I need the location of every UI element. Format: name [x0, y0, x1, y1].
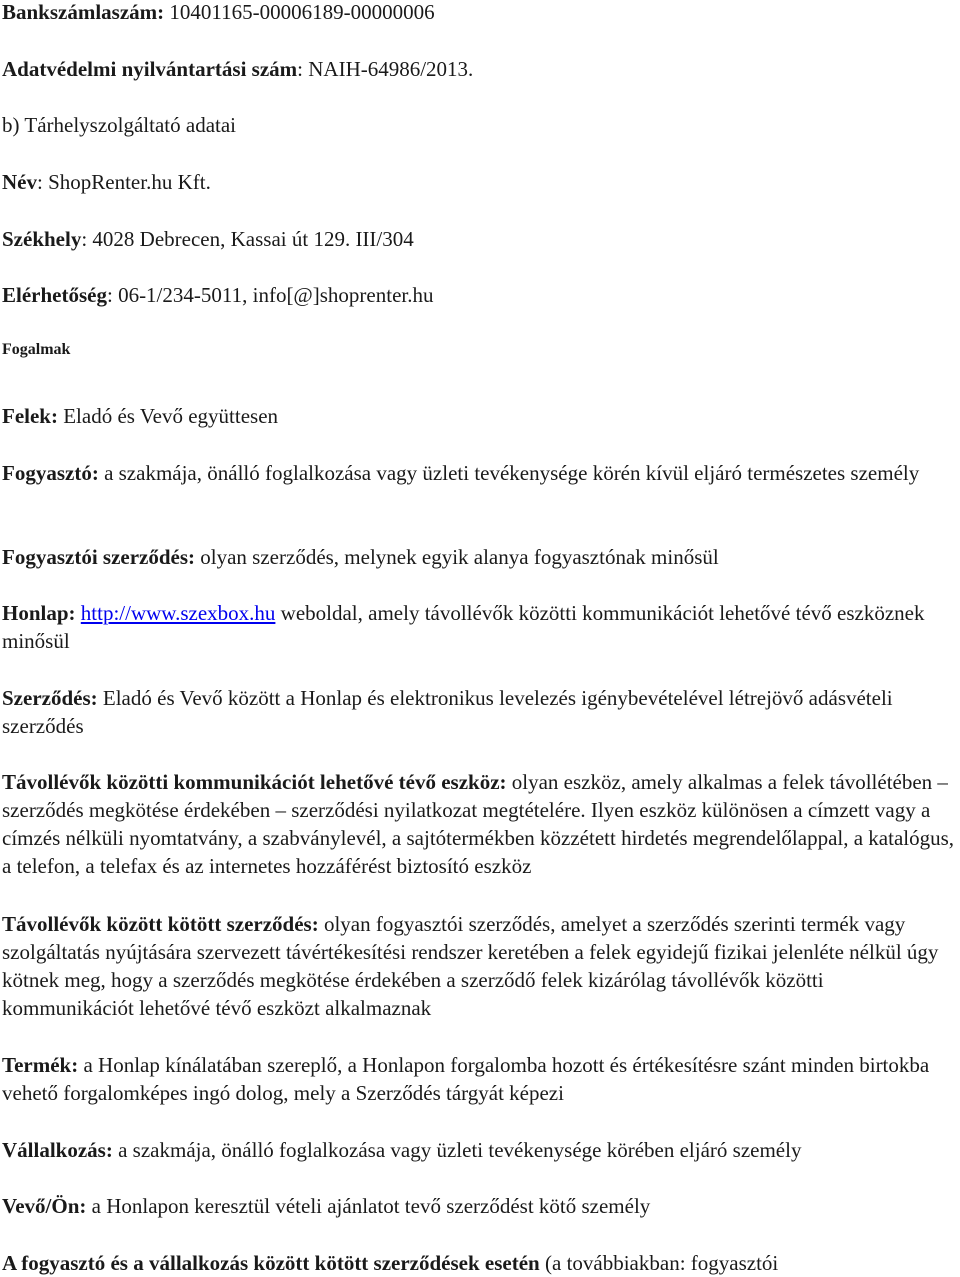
host-seat-label: Székhely — [2, 227, 82, 251]
term-honlap-label: Honlap: — [2, 601, 76, 625]
term-szerzodes-value: Eladó és Vevő között a Honlap és elektronikus levelezés igénybevételével létrejövő adásvételi szerződés — [2, 686, 893, 738]
term-honlap — [2, 599, 958, 655]
host-contact-label: Elérhetőség — [2, 283, 107, 307]
host-contact-line — [2, 281, 434, 309]
term-tavollevok-szerzodes-value: olyan fogyasztói szerződés, amelyet a szerződés szerinti termék vagy szolgáltatás nyújtására szervezett távértékesítési rendszer keretében a felek egyidejű fizikai jelenléte nélkül úgy kötnek meg, hogy a szerződés megkötése érdekében a szerződő felek kizárólag távollévők közötti kommunikációt lehetővé tévő eszközt alkalmaznak — [2, 912, 939, 1020]
term-termek-value: a Honlap kínálatában szereplő, a Honlapon forgalomba hozott és értékesítésre szánt minden birtokba vehető forgalomképes ingó dolog, mely a Szerződés tárgyát képezi — [2, 1053, 930, 1105]
host-contact-value: : 06-1/234-5011, info[@]shoprenter.hu — [106, 283, 434, 307]
term-felek-label: Felek: — [2, 404, 58, 428]
term-szerzodes — [2, 684, 958, 740]
term-felek — [2, 402, 278, 430]
host-name-label: Név — [2, 170, 37, 194]
term-fogyaszto — [2, 459, 958, 487]
term-tavollevok-szerzodes-label: Távollévők között kötött szerződés: — [2, 912, 319, 936]
consumer-contracts-line — [2, 1249, 778, 1277]
term-vevo-label: Vevő/Ön: — [2, 1194, 87, 1218]
term-vallalkozas — [2, 1136, 801, 1164]
website-link[interactable]: http://www.szexbox.hu — [80, 601, 276, 625]
term-felek-value: Eladó és Vevő együttesen — [57, 404, 279, 428]
privacy-number-value: : NAIH-64986/2013. — [297, 57, 474, 81]
term-tavollevok-eszkoz — [2, 768, 958, 880]
concepts-heading — [2, 336, 70, 364]
term-vevo — [2, 1192, 650, 1220]
term-tavollevok-eszkoz-label: Távollévők közötti kommunikációt lehetővé tévő eszköz: — [2, 770, 507, 794]
term-fogyaszto-label: Fogyasztó: — [2, 461, 99, 485]
term-fogyasztoi-szerzodes-value: olyan szerződés, melynek egyik alanya fogyasztónak minősül — [195, 545, 719, 569]
term-vallalkozas-label: Vállalkozás: — [2, 1138, 113, 1162]
term-fogyasztoi-szerzodes — [2, 543, 719, 571]
consumer-contracts-value: (a továbbiakban: fogyasztói — [539, 1251, 779, 1275]
term-termek — [2, 1051, 958, 1107]
host-seat-value: : 4028 Debrecen, Kassai út 129. III/304 — [81, 227, 414, 251]
term-termek-label: Termék: — [2, 1053, 79, 1077]
privacy-number-line — [2, 55, 473, 83]
host-name-line — [2, 168, 211, 196]
concepts-heading-text: Fogalmak — [2, 341, 71, 358]
bank-account-line — [2, 0, 435, 26]
term-tavollevok-eszkoz-value: olyan eszköz, amely alkalmas a felek távollétében – szerződés megkötése érdekében – szerződési nyilatkozat megtételére. Ilyen eszköz különösen a címzett vagy a címzés nélküli nyomtatvány, a szabványlevél, a sajtótermékben közzétett hirdetés megrendelőlappal, a katalógus, a telefon, a telefax és az internetes hozzáférést biztosító eszköz — [2, 770, 955, 878]
term-fogyaszto-value: a szakmája, önálló foglalkozása vagy üzleti tevékenysége körén kívül eljáró természetes személy — [98, 461, 920, 485]
bank-account-value: 10401165-00006189-00000006 — [164, 0, 435, 24]
term-szerzodes-label: Szerződés: — [2, 686, 98, 710]
consumer-contracts-label: A fogyasztó és a vállalkozás között kötött szerződések esetén — [2, 1251, 540, 1275]
term-vevo-value: a Honlapon keresztül vételi ajánlatot tevő szerződést kötő személy — [86, 1194, 651, 1218]
term-honlap-value: weboldal, amely távollévők közötti kommunikációt lehetővé tévő eszköznek minősül — [2, 601, 925, 653]
bank-account-label: Bankszámlaszám: — [2, 0, 165, 24]
term-vallalkozas-value: a szakmája, önálló foglalkozása vagy üzleti tevékenysége körében eljáró személy — [112, 1138, 802, 1162]
term-tavollevok-szerzodes — [2, 910, 958, 1022]
term-fogyasztoi-szerzodes-label: Fogyasztói szerződés: — [2, 545, 196, 569]
privacy-number-label: Adatvédelmi nyilvántartási szám — [2, 57, 298, 81]
hosting-heading: b) Tárhelyszolgáltató adatai — [2, 113, 237, 137]
host-seat-line — [2, 225, 414, 253]
host-name-value: : ShopRenter.hu Kft. — [37, 170, 211, 194]
